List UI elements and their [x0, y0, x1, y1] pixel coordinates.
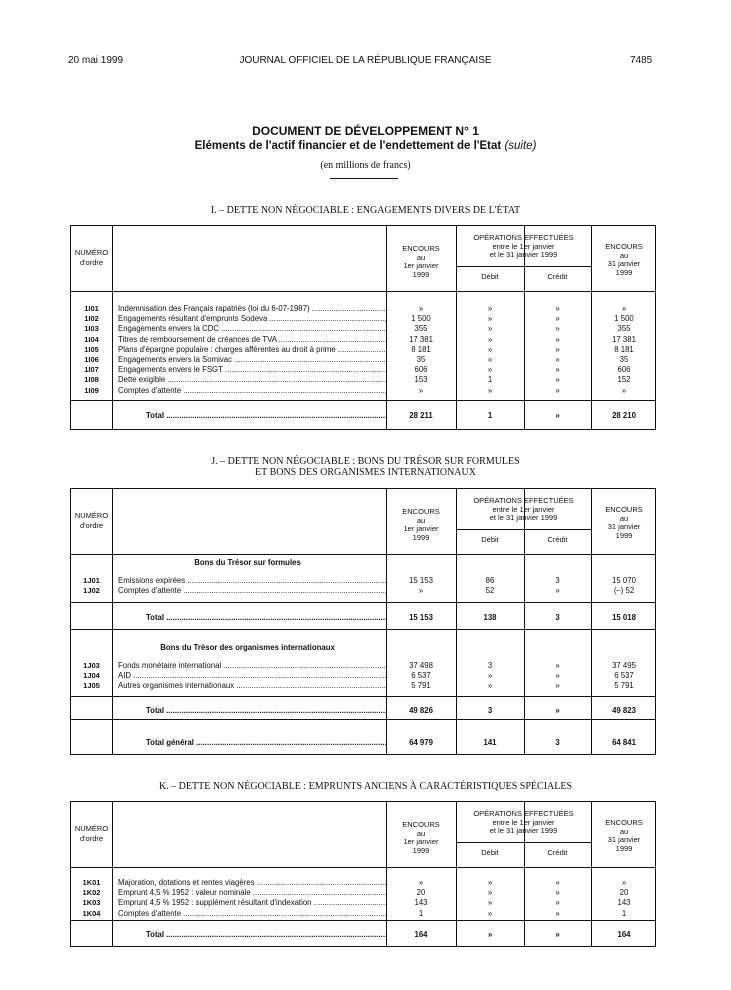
row-section-i-value: »: [621, 385, 627, 395]
total-section-i-rule: [71, 400, 655, 401]
row-section-i-value: »: [487, 324, 493, 334]
table-section-i: [70, 225, 656, 430]
row-section-k-label: Emprunt 4,5 % 1952 : supplément résultant d'indexation .....: [118, 898, 386, 907]
row-section-i-value: 606: [414, 365, 428, 375]
document-title: DOCUMENT DE DÉVELOPPEMENT N° 1: [252, 124, 479, 138]
total-organismes-value: 49 826: [409, 706, 433, 715]
row-section-i-value: »: [555, 344, 560, 354]
row-section-i-label: Engagements résultant d'emprunts Sodeva .....: [118, 314, 386, 323]
row-section-k-number: 1K02: [82, 888, 101, 898]
col-encours-start: ENCOURS: [402, 820, 440, 829]
section-j-mid-rule: [71, 629, 655, 630]
total-general-value: 3: [555, 738, 560, 747]
col-encours-end: au: [619, 250, 629, 260]
table-section-j: [70, 488, 656, 755]
row-section-k-number: 1K03: [82, 898, 101, 908]
row-section-j-value: »: [555, 671, 560, 681]
col-encours-start: 1999: [412, 845, 430, 855]
row-section-j-label: Fonds monétaire international .....: [118, 661, 386, 670]
total-section-k-rule: [71, 920, 655, 921]
col-encours-end: 1999: [615, 267, 633, 277]
row-section-j-value: »: [555, 681, 560, 691]
row-section-j-label: AID .....: [118, 671, 386, 680]
column-rule: [112, 802, 113, 946]
col-encours-start: 1999: [412, 532, 430, 542]
col-encours-start: 1er janvier: [403, 524, 439, 533]
row-section-k-value: »: [487, 898, 493, 908]
row-section-j-value: 3: [555, 576, 560, 585]
row-section-i-value: »: [487, 314, 493, 324]
col-operations: OPÉRATIONS EFFECTUÉES: [473, 809, 574, 818]
row-section-i-label: Titres de remboursement de créances de TVA .....: [118, 335, 386, 344]
row-section-i-number: 1I05: [84, 344, 99, 354]
row-section-i-label: Indemnisation des Français rapatriés (loi du 6-07-1987) .....: [118, 304, 386, 313]
row-section-i-value: 17 381: [409, 334, 433, 344]
row-section-i-value: 1 500: [614, 314, 634, 324]
col-credit: Crédit: [547, 272, 568, 281]
row-section-i-number: 1I08: [84, 375, 99, 385]
row-section-j-value: »: [487, 671, 493, 681]
col-encours-end: 31 janvier: [607, 522, 641, 531]
col-encours-end: au: [619, 513, 629, 523]
total-section-k-value: 164: [414, 930, 428, 939]
total-organismes-value: 49 823: [612, 706, 636, 715]
row-section-i-number: 1I04: [84, 334, 99, 344]
col-encours-end: au: [619, 826, 629, 836]
row-section-j-value: 3: [487, 661, 493, 670]
col-encours-start: au: [416, 828, 426, 838]
col-encours-end: 31 janvier: [607, 259, 641, 268]
row-section-i-value: »: [555, 375, 560, 385]
row-section-j-number: 1J05: [83, 681, 100, 691]
total-section-i-value: 1: [487, 411, 493, 420]
row-section-i-value: »: [487, 344, 493, 354]
total-section-k-label: Total .....: [146, 930, 386, 939]
row-section-k-value: 20: [619, 888, 629, 898]
row-section-j-value: 15 153: [409, 576, 433, 585]
col-ordre: d'ordre: [79, 258, 104, 267]
row-section-i-value: »: [555, 355, 560, 364]
row-section-j-value: 37 495: [612, 661, 636, 670]
row-section-i-value: »: [418, 385, 424, 395]
row-section-k-value: 143: [414, 898, 428, 908]
header-bottom-rule: [71, 554, 655, 555]
col-encours-end: 1999: [615, 843, 633, 853]
row-section-k-value: »: [555, 878, 560, 887]
row-section-k-number: 1K01: [82, 878, 101, 887]
header-rule: [456, 529, 591, 530]
row-section-i-value: »: [555, 324, 560, 334]
row-section-j-value: 37 498: [409, 661, 433, 670]
col-operations: entre le 1er janvier: [492, 817, 555, 827]
total-bons-formules-value: 138: [483, 613, 497, 622]
row-section-i-label: Comptes d'attente .....: [118, 386, 386, 395]
header-date: 20 mai 1999: [68, 55, 124, 66]
col-operations: et le 31 janvier 1999: [489, 826, 558, 835]
row-section-j-value: 52: [485, 586, 495, 596]
col-encours-end: ENCOURS: [605, 242, 643, 251]
row-section-j-label: Comptes d'attente .....: [118, 586, 386, 595]
header-bottom-rule: [71, 867, 655, 868]
title-rule: [330, 178, 398, 179]
total-bons-formules-label: Total .....: [146, 613, 386, 622]
col-encours-start: 1er janvier: [403, 837, 439, 846]
section-j-grand-rule: [71, 719, 655, 720]
section-i-title: I. – DETTE NON NÉGOCIABLE : ENGAGEMENTS DIVERS DE L'ÉTAT: [210, 205, 521, 216]
header-journal: JOURNAL OFFICIEL DE LA RÉPUBLIQUE FRANÇAISE: [239, 55, 492, 66]
row-section-k-number: 1K04: [82, 908, 101, 918]
row-section-k-value: »: [555, 898, 560, 908]
total-section-k-value: 164: [617, 930, 631, 939]
total-section-k-value: »: [555, 930, 560, 939]
row-section-i-value: »: [621, 304, 627, 313]
col-encours-start: 1999: [412, 269, 430, 279]
row-section-i-value: »: [487, 304, 493, 313]
col-numero: NUMÉRO: [74, 824, 109, 833]
document-unit: (en millions de francs): [320, 160, 411, 171]
total-section-i-value: 28 211: [409, 411, 433, 420]
row-section-i-value: 355: [414, 324, 428, 334]
row-section-k-label: Emprunt 4,5 % 1952 : valeur nominale .....: [118, 888, 386, 897]
row-section-j-value: 15 070: [612, 576, 636, 585]
col-operations: et le 31 janvier 1999: [489, 250, 558, 259]
col-encours-start: ENCOURS: [402, 507, 440, 516]
row-section-j-value: 6 537: [614, 671, 634, 681]
total-section-i-label: Total .....: [146, 411, 386, 420]
row-section-i-value: 35: [619, 355, 629, 364]
row-section-i-label: Engagements envers la CDC .....: [118, 324, 386, 333]
total-organismes-value: 3: [487, 706, 493, 715]
col-encours-end: ENCOURS: [605, 505, 643, 514]
row-section-i-value: »: [487, 355, 493, 364]
row-section-i-value: »: [555, 304, 560, 313]
row-section-i-number: 1I09: [84, 385, 99, 395]
col-credit: Crédit: [547, 848, 568, 857]
row-section-i-value: »: [555, 314, 560, 324]
row-section-j-label: Autres organismes internationaux .....: [118, 681, 386, 690]
row-section-k-value: 143: [617, 898, 631, 908]
col-ordre: d'ordre: [79, 521, 104, 530]
header-rule: [456, 842, 591, 843]
row-section-i-value: 1 500: [411, 314, 431, 324]
header-rule: [456, 266, 591, 267]
row-section-i-label: Engagements envers la Somivac .....: [118, 355, 386, 364]
row-section-j-value: »: [418, 586, 424, 596]
row-section-i-value: 1: [487, 375, 493, 385]
total-section-i-value: 28 210: [612, 411, 636, 420]
col-encours-end: 1999: [615, 530, 633, 540]
row-section-i-value: »: [487, 385, 493, 395]
row-section-i-label: Engagements envers le FSGT .....: [118, 365, 386, 374]
col-debit: Débit: [481, 272, 499, 281]
row-section-k-value: »: [621, 878, 627, 887]
row-section-k-value: »: [555, 888, 560, 898]
total-organismes-rule: [71, 696, 655, 697]
col-credit: Crédit: [547, 535, 568, 544]
total-bons-formules-value: 3: [555, 613, 560, 622]
column-rule: [112, 226, 113, 429]
total-section-i-value: »: [555, 411, 560, 420]
total-organismes-label: Total .....: [146, 706, 386, 715]
row-section-i-number: 1I03: [84, 324, 99, 334]
row-section-k-value: 20: [416, 888, 426, 898]
row-section-k-value: »: [418, 878, 424, 887]
row-section-k-value: »: [487, 908, 493, 918]
row-section-j-number: 1J01: [83, 576, 100, 585]
row-section-j-value: (–) 52: [613, 586, 635, 596]
col-numero: NUMÉRO: [74, 248, 109, 257]
row-section-k-label: Majoration, dotations et rentes viagères .....: [118, 878, 386, 887]
row-section-i-value: 8 181: [614, 344, 634, 354]
total-bons-formules-rule: [71, 602, 655, 603]
col-operations: entre le 1er janvier: [492, 241, 555, 251]
row-section-j-label: Emissions expirées .....: [118, 576, 386, 585]
row-section-i-value: »: [418, 304, 424, 313]
col-encours-start: ENCOURS: [402, 244, 440, 253]
section-j-title-2: ET BONS DES ORGANISMES INTERNATIONAUX: [255, 467, 476, 478]
col-operations: et le 31 janvier 1999: [489, 513, 558, 522]
total-section-k-value: »: [487, 930, 493, 939]
row-section-i-label: Plans d'épargne populaire : charges afférentes au droit à prime .....: [118, 345, 386, 354]
col-operations: entre le 1er janvier: [492, 504, 555, 514]
total-general-value: 141: [483, 738, 497, 747]
col-encours-end: 31 janvier: [607, 835, 641, 844]
row-section-j-number: 1J02: [83, 586, 100, 596]
document-subtitle: Eléments de l'actif financier et de l'endettement de l'Etat (suite): [194, 140, 537, 152]
col-encours-start: au: [416, 515, 426, 525]
col-debit: Débit: [481, 535, 499, 544]
row-section-i-value: 152: [617, 375, 631, 385]
row-section-i-value: 355: [617, 324, 631, 334]
row-section-i-value: 17 381: [612, 334, 636, 344]
row-section-j-value: 6 537: [411, 671, 431, 681]
total-organismes-value: »: [555, 706, 560, 715]
total-bons-formules-value: 15 153: [409, 613, 433, 622]
row-section-i-value: »: [555, 385, 560, 395]
row-section-j-number: 1J03: [83, 661, 100, 670]
col-numero: NUMÉRO: [74, 511, 109, 520]
row-section-i-value: »: [555, 334, 560, 344]
table-section-k: [70, 801, 656, 947]
row-section-i-value: »: [555, 365, 560, 375]
row-section-i-value: 8 181: [411, 344, 431, 354]
row-section-i-number: 1I06: [84, 355, 99, 364]
total-general-value: 64 979: [409, 738, 433, 747]
section-k-title: K. – DETTE NON NÉGOCIABLE : EMPRUNTS ANCIENS À CARACTÉRISTIQUES SPÉCIALES: [158, 781, 573, 792]
row-section-i-value: 35: [416, 355, 426, 364]
row-section-i-number: 1I01: [84, 304, 99, 313]
col-encours-start: au: [416, 252, 426, 262]
row-section-i-number: 1I02: [84, 314, 99, 324]
total-general-label: Total général .....: [146, 738, 386, 747]
row-section-k-label: Comptes d'attente .....: [118, 909, 386, 918]
row-section-i-label: Dette exigible .....: [118, 375, 386, 384]
subheading-bons-formules: Bons du Trésor sur formules: [194, 558, 301, 567]
row-section-i-value: 606: [617, 365, 631, 375]
row-section-k-value: 1: [621, 908, 627, 918]
row-section-i-value: »: [487, 334, 493, 344]
header-page-number: 7485: [630, 55, 653, 66]
row-section-j-value: »: [555, 586, 560, 596]
header-bottom-rule: [71, 291, 655, 292]
row-section-k-value: »: [487, 888, 493, 898]
row-section-j-value: 5 791: [411, 681, 431, 691]
col-operations: OPÉRATIONS EFFECTUÉES: [473, 496, 574, 505]
col-encours-end: ENCOURS: [605, 818, 643, 827]
total-bons-formules-value: 15 018: [612, 613, 636, 622]
subheading-organismes: Bons du Trésor des organismes internationaux: [160, 643, 335, 652]
row-section-k-value: 1: [418, 908, 424, 918]
row-section-j-value: »: [487, 681, 493, 691]
row-section-i-value: »: [487, 365, 493, 375]
row-section-j-number: 1J04: [83, 671, 100, 681]
row-section-i-number: 1I07: [84, 365, 99, 375]
row-section-j-value: 5 791: [614, 681, 634, 691]
total-general-value: 64 841: [612, 738, 636, 747]
col-operations: OPÉRATIONS EFFECTUÉES: [473, 233, 574, 242]
column-rule: [112, 489, 113, 754]
col-encours-start: 1er janvier: [403, 261, 439, 270]
row-section-k-value: »: [555, 908, 560, 918]
row-section-j-value: 86: [485, 576, 495, 585]
col-ordre: d'ordre: [79, 834, 104, 843]
row-section-i-value: 153: [414, 375, 428, 385]
row-section-j-value: »: [555, 661, 560, 670]
col-debit: Débit: [481, 848, 499, 857]
row-section-k-value: »: [487, 878, 493, 887]
section-j-title-1: J. – DETTE NON NÉGOCIABLE : BONS DU TRÉSOR SUR FORMULES: [211, 456, 520, 467]
